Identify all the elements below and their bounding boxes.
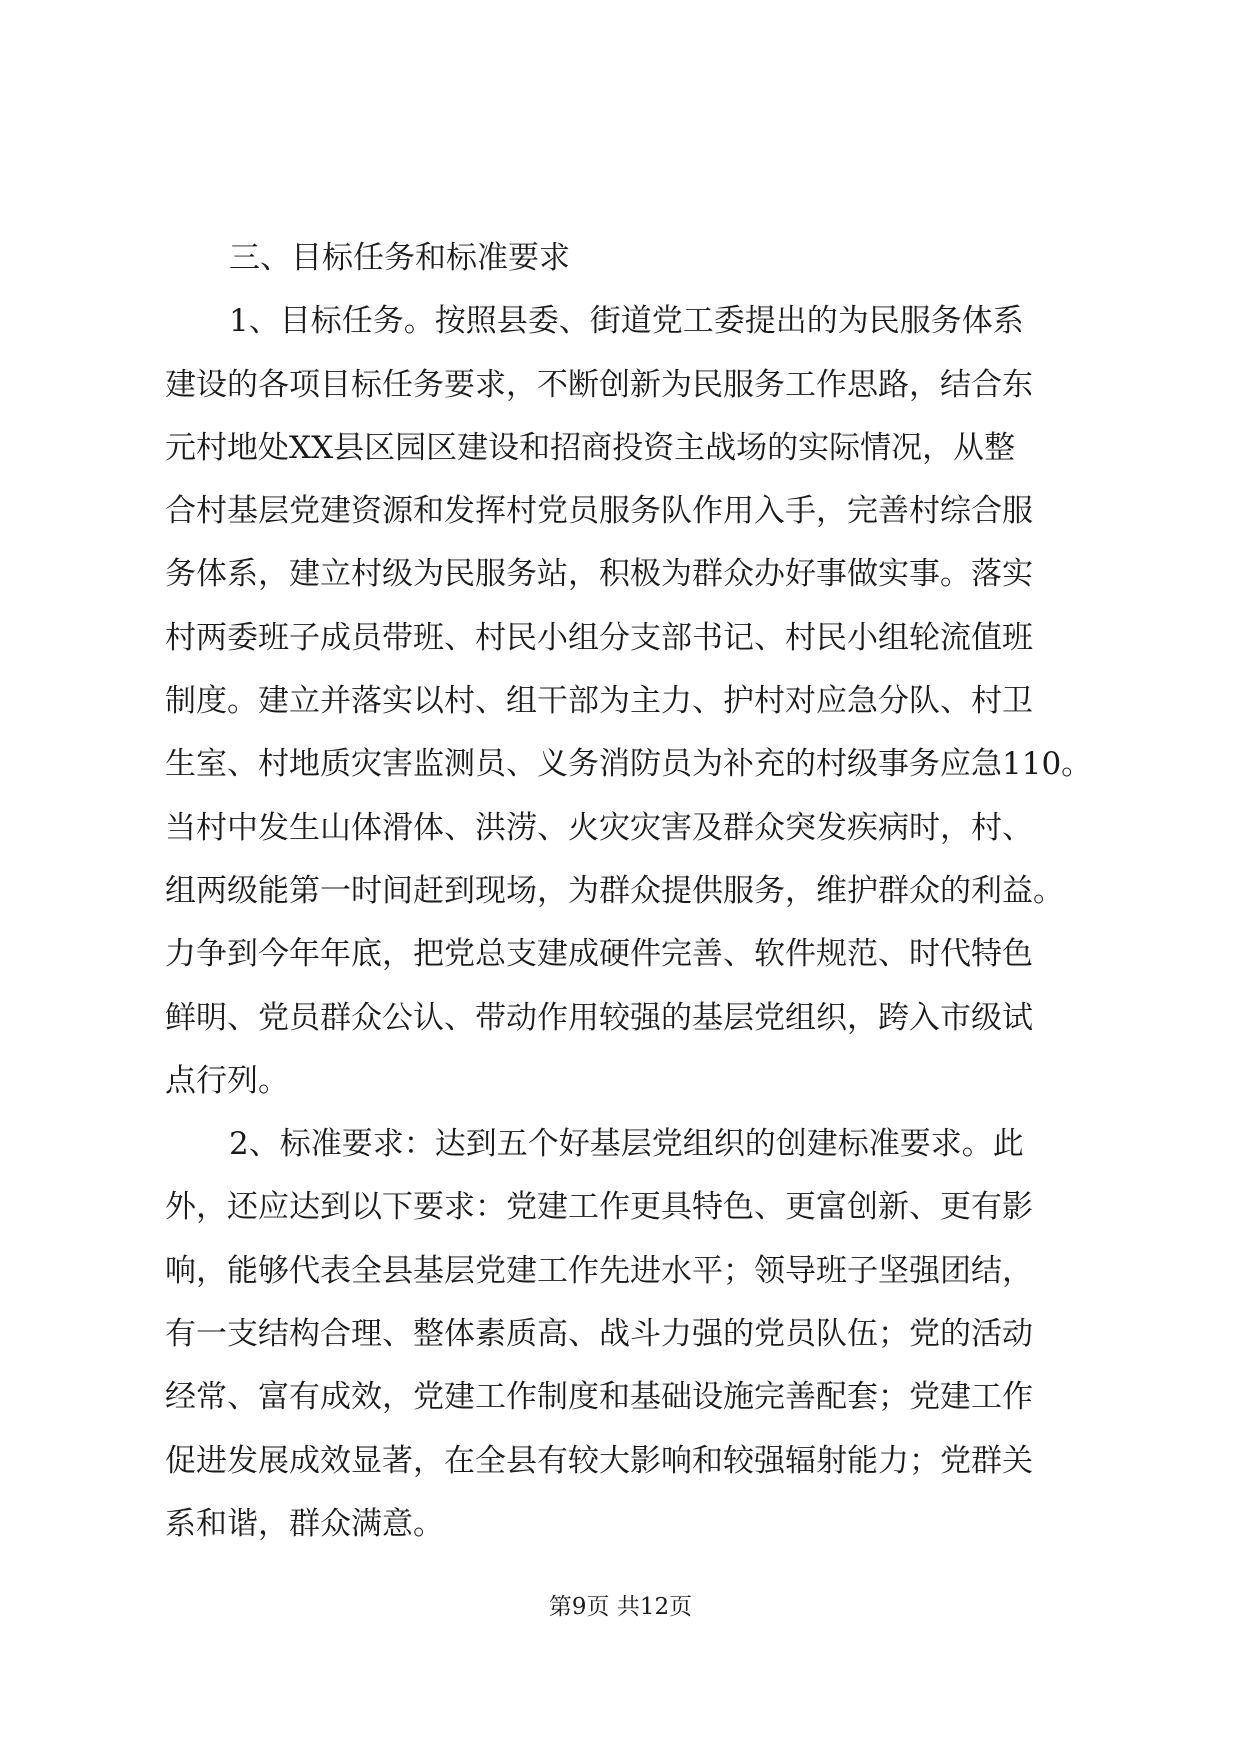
paragraph-line: 合村基层党建资源和发挥村党员服务队作用入手，完善村综合服 (165, 493, 1033, 530)
paragraph-line: 2、标准要求：达到五个好基层党组织的创建标准要求。此 (229, 1126, 1024, 1163)
paragraph-line: 1、目标任务。按照县委、街道党工委提出的为民服务体系 (229, 303, 1024, 340)
paragraph-line: 务体系，建立村级为民服务站，积极为群众办好事做实事。落实 (165, 556, 1033, 593)
paragraph-line: 组两级能第一时间赶到现场，为群众提供服务，维护群众的利益。 (165, 872, 1064, 909)
paragraph-line: 建设的各项目标任务要求，不断创新为民服务工作思路，结合东 (165, 366, 1033, 403)
paragraph-line: 生室、村地质灾害监测员、义务消防员为补充的村级事务应急110。 (165, 746, 1093, 783)
paragraph-line: 点行列。 (165, 1062, 289, 1099)
document-body (165, 227, 1093, 1556)
paragraph-line: 系和谐，群众满意。 (165, 1505, 444, 1542)
paragraph-line: 村两委班子成员带班、村民小组分支部书记、村民小组轮流值班 (165, 619, 1033, 656)
page-number-footer: 第9页 共12页 (548, 1594, 693, 1620)
paragraph-line: 促进发展成效显著，在全县有较大影响和较强辐射能力；党群关 (165, 1442, 1033, 1479)
paragraph-line: 当村中发生山体滑体、洪涝、火灾灾害及群众突发疾病时，村、 (165, 809, 1033, 846)
paragraph-line: 响，能够代表全县基层党建工作先进水平；领导班子坚强团结， (165, 1252, 1033, 1289)
paragraph-line: 制度。建立并落实以村、组干部为主力、护村对应急分队、村卫 (165, 683, 1033, 720)
section-heading: 三、目标任务和标准要求 (229, 240, 570, 276)
paragraph-line: 有一支结构合理、整体素质高、战斗力强的党员队伍；党的活动 (165, 1316, 1033, 1353)
paragraph-target-tasks (165, 290, 1093, 1113)
paragraph-line: 力争到今年年底，把党总支建成硬件完善、软件规范、时代特色 (165, 936, 1033, 973)
paragraph-line: 经常、富有成效，党建工作制度和基础设施完善配套；党建工作 (165, 1379, 1033, 1416)
paragraph-line: 外，还应达到以下要求：党建工作更具特色、更富创新、更有影 (165, 1189, 1033, 1226)
paragraph-line: 鲜明、党员群众公认、带动作用较强的基层党组织，跨入市级试 (165, 999, 1033, 1036)
paragraph-line: 元村地处XX县区园区建设和招商投资主战场的实际情况，从整 (165, 429, 1016, 466)
paragraph-standard-requirements (165, 1113, 1085, 1556)
